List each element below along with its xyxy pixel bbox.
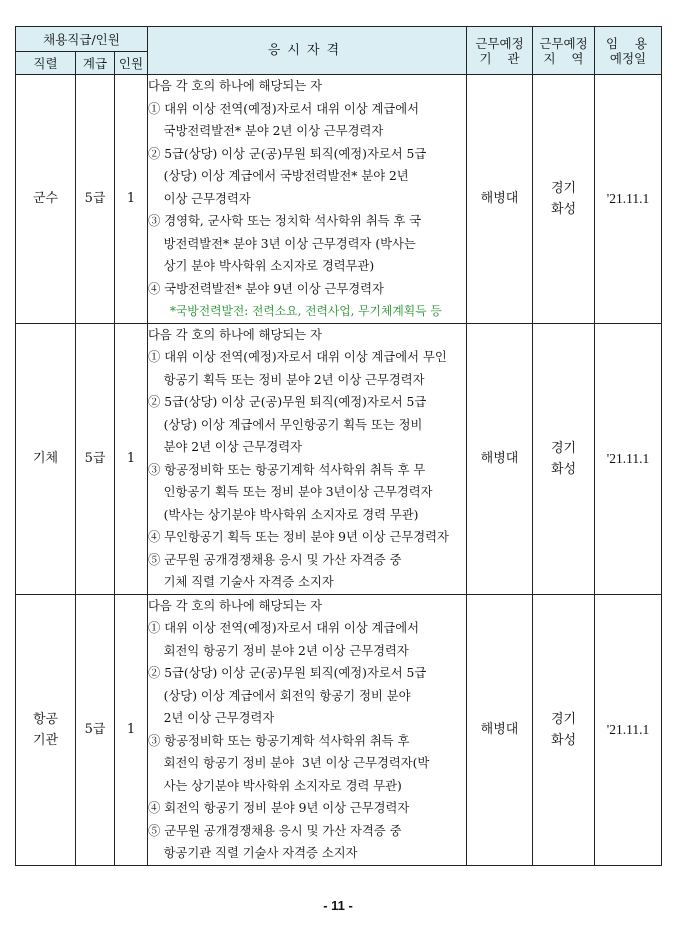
appointment-date-cell: '21.11.1 bbox=[595, 323, 662, 594]
position-label: 기관 bbox=[32, 732, 59, 748]
qualification-line: 2년 이상 근무경력자 bbox=[148, 711, 275, 725]
qualification-line: ⑤ 군무원 공개경쟁채용 응시 및 가산 자격증 중 bbox=[148, 552, 402, 567]
qualification-line: ④ 무인항공기 획득 또는 정비 분야 9년 이상 근무경력자 bbox=[148, 530, 449, 544]
qualification-cell bbox=[148, 75, 467, 324]
agency-cell: 해병대 bbox=[467, 75, 533, 324]
grade-cell: 5급 bbox=[76, 323, 115, 594]
qualification-line: ② 5급(상당) 이상 군(공)무원 퇴직(예정)자로서 5급 bbox=[148, 395, 427, 409]
position-label: 군수 bbox=[32, 191, 59, 207]
header-grade: 계급 bbox=[76, 52, 115, 75]
position-cell bbox=[16, 75, 76, 324]
qualification-line: 분야 2년 이상 근무경력자 bbox=[148, 440, 302, 454]
position-cell bbox=[16, 594, 76, 865]
qualification-line: 이상 근무경력자 bbox=[148, 191, 251, 206]
header-agency bbox=[467, 27, 533, 75]
qualification-line: 항공기관 직렬 기술사 자격증 소지자 bbox=[148, 846, 358, 860]
qualification-line: 국방전력발전* 분야 2년 이상 근무경력자 bbox=[148, 124, 384, 138]
qualification-cell bbox=[148, 323, 467, 594]
qualification-line: 기체 직렬 기술사 자격증 소지자 bbox=[148, 575, 334, 589]
location-label: 경기 bbox=[550, 711, 577, 727]
qualification-line: (상당) 이상 계급에서 무인항공기 획득 또는 정비 bbox=[148, 417, 423, 432]
count-cell: 1 bbox=[115, 323, 148, 594]
location-cell bbox=[533, 594, 595, 865]
position-label: 항공 bbox=[32, 711, 59, 727]
table-row bbox=[16, 594, 662, 865]
location-cell bbox=[533, 323, 595, 594]
qualification-line: 다음 각 호의 하나에 해당되는 자 bbox=[148, 598, 322, 613]
qualification-line: ③ 항공정비학 또는 항공기계학 석사학위 취득 후 무 bbox=[148, 462, 426, 477]
qualification-line: ③ 항공정비학 또는 항공기계학 석사학위 취득 후 bbox=[148, 733, 410, 748]
table-row bbox=[16, 75, 662, 324]
appointment-date-cell: '21.11.1 bbox=[595, 75, 662, 324]
header-count: 인원 bbox=[115, 52, 148, 75]
agency-cell: 해병대 bbox=[467, 594, 533, 865]
qualification-line: 사는 상기분야 박사학위 소지자로 경력 무관) bbox=[148, 778, 402, 793]
qualification-line: 상기 분야 박사학위 소지자로 경력무관) bbox=[148, 259, 375, 273]
header-position: 직렬 bbox=[16, 52, 76, 75]
header-agency-line1: 근무예정 bbox=[475, 35, 524, 51]
qualification-line: (상당) 이상 계급에서 회전익 항공기 정비 분야 bbox=[148, 688, 411, 703]
location-label: 화성 bbox=[550, 201, 577, 217]
qualification-line: 회전익 항공기 정비 분야 3년 이상 근무경력자(박 bbox=[148, 756, 430, 770]
page-number: - 11 - bbox=[323, 898, 353, 913]
grade-cell: 5급 bbox=[76, 75, 115, 324]
position-cell bbox=[16, 323, 76, 594]
location-label: 경기 bbox=[550, 440, 577, 456]
qualification-line: ① 대위 이상 전역(예정)자로서 대위 이상 계급에서 무인 bbox=[148, 350, 447, 364]
qualification-line: (상당) 이상 계급에서 국방전력발전* 분야 2년 bbox=[148, 169, 409, 183]
qualification-line: 회전익 항공기 정비 분야 2년 이상 근무경력자 bbox=[148, 643, 409, 658]
qualification-line: 다음 각 호의 하나에 해당되는 자 bbox=[148, 327, 322, 342]
appointment-date-cell: '21.11.1 bbox=[595, 594, 662, 865]
header-recruit-group: 채용직급/인원 bbox=[16, 27, 148, 52]
count-cell: 1 bbox=[115, 594, 148, 865]
header-location-line2: 지 역 bbox=[543, 50, 584, 66]
qualification-line: ③ 경영학, 군사학 또는 정치학 석사학위 취득 후 국 bbox=[148, 214, 422, 228]
qualification-cell bbox=[148, 594, 467, 865]
header-qualification: 응시자격 bbox=[148, 27, 467, 75]
qualification-line: 인항공기 획득 또는 정비 분야 3년이상 근무경력자 bbox=[148, 485, 433, 499]
header-location-line1: 근무예정 bbox=[539, 35, 588, 51]
qualification-line: ① 대위 이상 전역(예정)자로서 대위 이상 계급에서 bbox=[148, 101, 420, 116]
table-row bbox=[16, 323, 662, 594]
header-appointment bbox=[595, 27, 662, 75]
location-label: 경기 bbox=[550, 180, 577, 196]
qualification-line: 항공기 획득 또는 정비 분야 2년 이상 근무경력자 bbox=[148, 372, 425, 387]
location-label: 화성 bbox=[550, 732, 577, 748]
location-label: 화성 bbox=[550, 461, 577, 477]
count-cell: 1 bbox=[115, 75, 148, 324]
footnote-note: *국방전력발전: 전력소요, 전력사업, 무기체계획득 등 bbox=[170, 304, 442, 318]
header-appointment-line2: 예정일 bbox=[609, 50, 647, 66]
recruitment-table bbox=[15, 26, 662, 866]
location-cell bbox=[533, 75, 595, 324]
qualification-line: 다음 각 호의 하나에 해당되는 자 bbox=[148, 79, 322, 93]
qualification-line: ① 대위 이상 전역(예정)자로서 대위 이상 계급에서 bbox=[148, 621, 420, 635]
header-location bbox=[533, 27, 595, 75]
grade-cell: 5급 bbox=[76, 594, 115, 865]
qualification-line: (박사는 상기분야 박사학위 소지자로 경력 무관) bbox=[148, 507, 419, 522]
qualification-line: 방전력발전* 분야 3년 이상 근무경력자 (박사는 bbox=[148, 236, 416, 251]
position-label: 기체 bbox=[32, 451, 59, 466]
header-appointment-line1: 임 용 bbox=[605, 35, 651, 51]
qualification-line: ② 5급(상당) 이상 군(공)무원 퇴직(예정)자로서 5급 bbox=[148, 666, 427, 680]
header-agency-line2: 기 관 bbox=[479, 50, 520, 66]
qualification-line: ② 5급(상당) 이상 군(공)무원 퇴직(예정)자로서 5급 bbox=[148, 146, 427, 161]
qualification-line: ④ 회전익 항공기 정비 분야 9년 이상 근무경력자 bbox=[148, 801, 410, 815]
qualification-line: ④ 국방전력발전* 분야 9년 이상 근무경력자 bbox=[148, 281, 384, 296]
agency-cell: 해병대 bbox=[467, 323, 533, 594]
qualification-line: ⑤ 군무원 공개경쟁채용 응시 및 가산 자격증 중 bbox=[148, 823, 402, 838]
